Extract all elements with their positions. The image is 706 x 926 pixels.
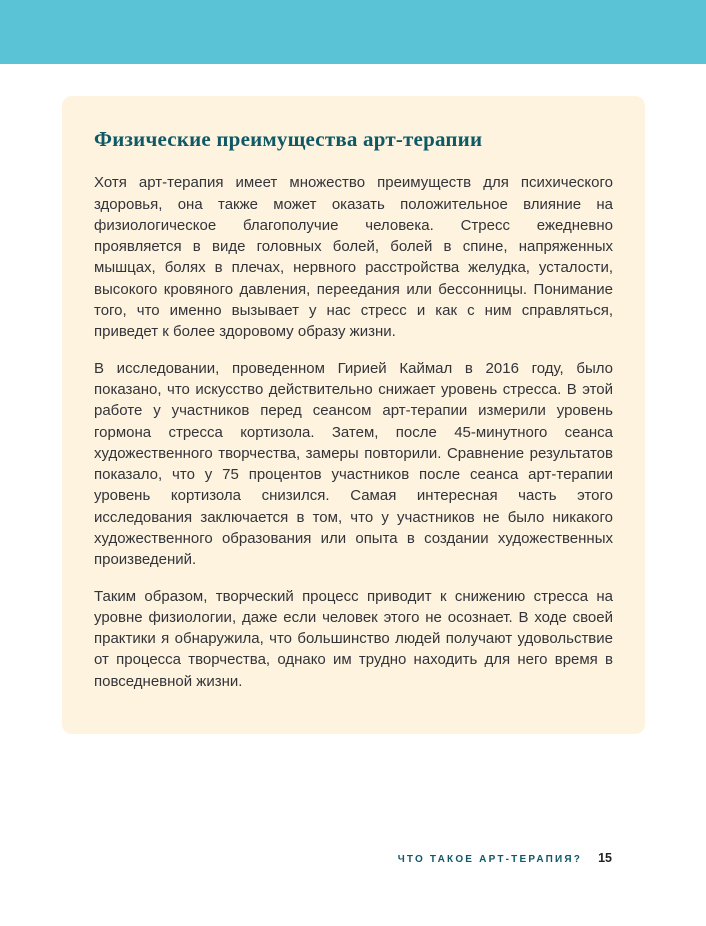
page-footer: [398, 851, 612, 865]
body-paragraph: Таким образом, творческий процесс приводит к снижению стресса на уровне физиологии, даже если человек этого не осознает. В ходе своей практики я обнаружила, что большинство людей получают удовольствие от процесса творчества, однако им трудно находить для него время в повседневной жизни.: [94, 587, 613, 690]
content-card: [62, 96, 645, 734]
header-color-band: [0, 0, 706, 64]
page-number: 15: [598, 851, 612, 865]
page-title: Физические преимущества арт-терапии: [94, 127, 483, 151]
body-paragraph: В исследовании, проведенном Гирией Каймал в 2016 году, было показано, что искусство действительно снижает уровень стресса. В этой работе у участников перед сеансом арт-терапии измерили уровень гормона стресса кортизола. Затем, после 45-минутного сеанса художественного творчества, замеры повторили. Сравнение результатов показало, что у 75 процентов участников после сеанса арт-терапии уровень кортизола снизился. Самая интересная часть этого исследования заключается в том, что у участников не было никакого художественного образования или опыта в создании художественных произведений.: [94, 359, 613, 569]
running-title: ЧТО ТАКОЕ АРТ-ТЕРАПИЯ?: [397, 854, 583, 865]
body-paragraph: Хотя арт-терапия имеет множество преимуществ для психического здоровья, она также может оказать положительное влияние на физиологическое благополучие человека. Стресс ежедневно проявляется в виде головных болей, болей в спине, напряженных мышцах, болях в плечах, нервного расстройства желудка, усталости, высокого кровяного давления, переедания или бессонницы. Понимание того, что именно вызывает у нас стресс и как с ним справляться, приведет к более здоровому образу жизни.: [94, 174, 613, 341]
